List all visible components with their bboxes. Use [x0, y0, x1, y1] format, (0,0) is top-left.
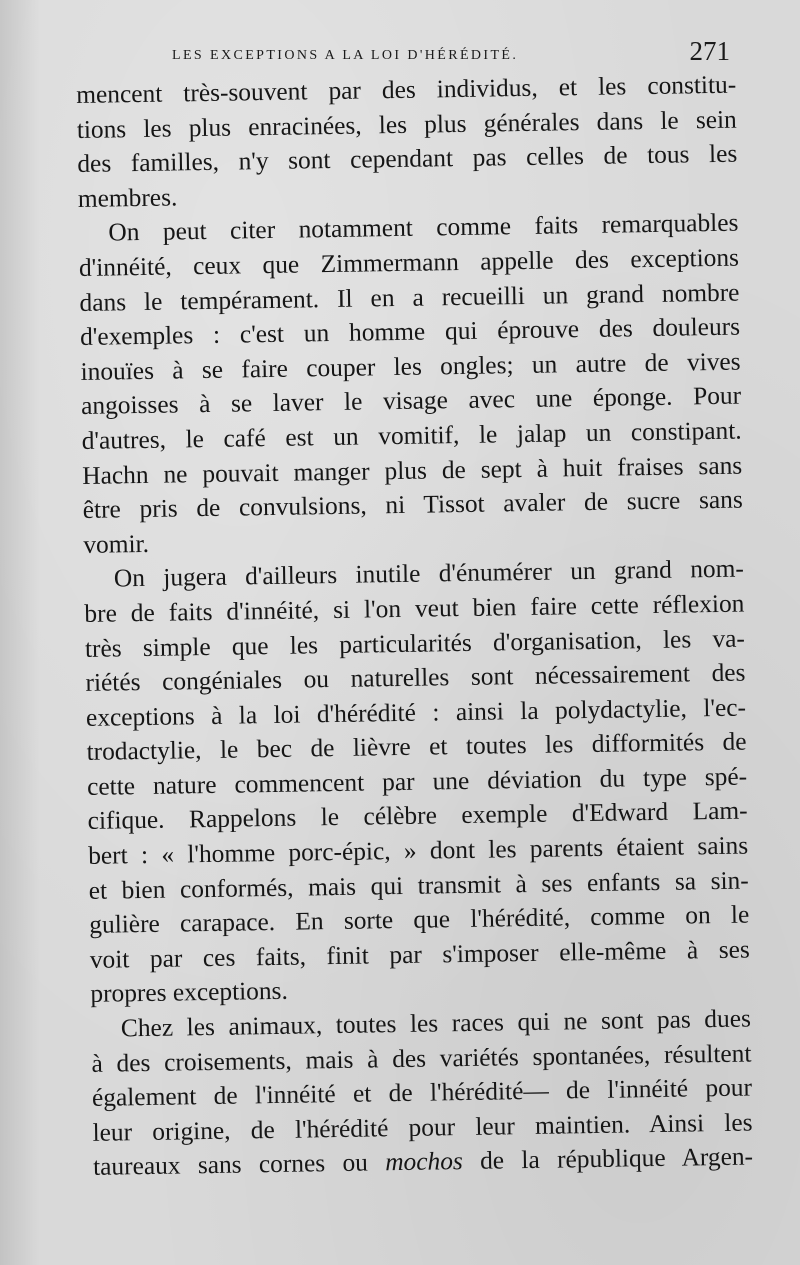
running-title: LES EXCEPTIONS A LA LOI D'HÉRÉDITÉ.	[172, 48, 519, 63]
text-line: cifique. Rappelons le célèbre exemple d'Edward Lam-	[87, 797, 748, 836]
text-line: et bien conformés, mais qui transmit à ses enfants sa sin-	[88, 866, 749, 905]
paragraph-start-line: On jugera d'ailleurs inutile d'énumérer un grand nom-	[113, 554, 745, 593]
text-line: trodactylie, le bec de lièvre et toutes les difformités de	[86, 727, 747, 767]
text-line: angoisses à se laver le visage avec une éponge. Pour	[80, 381, 742, 421]
final-line-start: taureaux sans cornes ou	[92, 1148, 386, 1182]
text-line: bert : « l'homme porc-épic, » dont les parents étaient sains	[88, 831, 749, 870]
text-line: d'exemples : c'est un homme qui éprouve des douleurs	[79, 312, 741, 352]
body-text	[76, 68, 753, 1185]
text-line: des familles, n'y sont cependant pas celles de tous les	[77, 139, 738, 179]
paragraph-start-line: On peut citer notamment comme faits remarquables	[108, 208, 739, 247]
text-line: voit par ces faits, finit par s'imposer elle-même à ses	[89, 935, 750, 974]
paragraph-end-line: vomir.	[83, 529, 150, 559]
text-line: bre de faits d'innéité, si l'on veut bien faire cette réflexion	[84, 589, 745, 628]
text-line: Hachn ne pouvait manger plus de sept à huit fraises sans	[82, 451, 743, 490]
text-line: riétés congéniales ou naturelles sont nécessairement des	[85, 658, 746, 698]
text-line: d'autres, le café est un vomitif, le jalap un constipant.	[81, 416, 742, 455]
paragraph-start-line: Chez les animaux, toutes les races qui ne sont pas dues	[120, 1004, 752, 1043]
text-line: très simple que les particularités d'organisation, les va-	[84, 624, 746, 663]
final-line-end: de la république Argen-	[462, 1142, 754, 1176]
page-header	[80, 34, 730, 68]
text-line: inouïes à se faire couper les ongles; un autre de vives	[80, 347, 741, 386]
text-line: mencent très-souvent par des individus, et les constitu-	[76, 70, 737, 109]
text-line: exceptions à la loi d'hérédité : ainsi la polydactylie, l'ec-	[85, 693, 747, 732]
text-line: cette nature commencent par une déviation du type spé-	[86, 762, 748, 801]
italic-term: mochos	[384, 1147, 464, 1177]
gutter-shadow	[0, 0, 40, 1265]
page-number: 271	[689, 36, 730, 66]
text-line: gulière carapace. En sorte que l'hérédité, comme on le	[89, 900, 750, 940]
text-line: dans le tempérament. Il en a recueilli un grand nombre	[79, 278, 740, 317]
text-line: également de l'innéité et de l'hérédité— de l'innéité pour	[91, 1073, 753, 1113]
text-line: leur origine, de l'hérédité pour leur maintien. Ainsi les	[92, 1108, 753, 1147]
paragraph-end-line: membres.	[77, 183, 178, 213]
paragraph-end-line: propres exceptions.	[90, 977, 289, 1009]
text-line: à des croisements, mais à des variétés spontanées, résultent	[91, 1039, 752, 1078]
text-line: tions les plus enracinées, les plus générales dans le sein	[76, 105, 737, 144]
text-line: être pris de convulsions, ni Tissot avaler de sucre sans	[82, 485, 743, 525]
text-line: d'innéité, ceux que Zimmermann appelle des exceptions	[78, 243, 740, 282]
